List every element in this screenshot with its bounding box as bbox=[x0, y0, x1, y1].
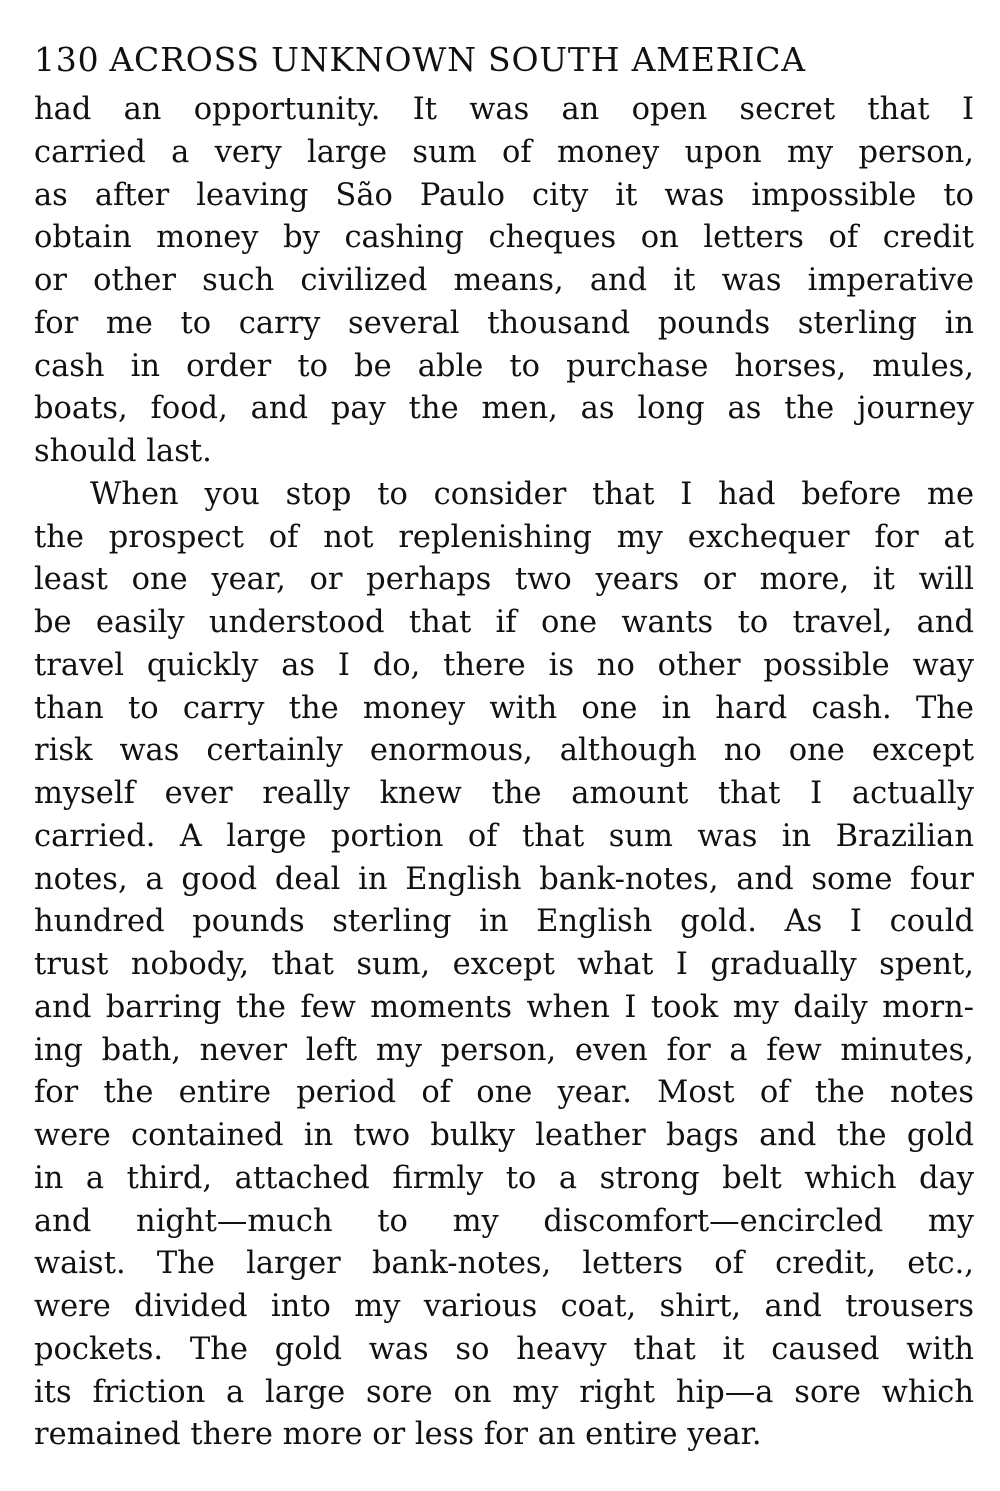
text-line: the prospect of not replenishing my exchequer for at bbox=[34, 519, 974, 555]
text-line: remained there more or less for an entire year. bbox=[34, 1417, 762, 1453]
book-page bbox=[34, 38, 974, 1468]
text-line: for me to carry several thousand pounds sterling in bbox=[34, 305, 974, 341]
text-line: When you stop to consider that I had before me bbox=[90, 476, 974, 512]
paragraph-2 bbox=[34, 474, 974, 1457]
text-line: should last. bbox=[34, 434, 212, 469]
text-line: had an opportunity. It was an open secret that I bbox=[34, 92, 974, 127]
text-line: be easily understood that if one wants to travel, and bbox=[34, 605, 974, 640]
text-line: obtain money by cashing cheques on letters of credit bbox=[34, 220, 974, 256]
text-line: travel quickly as I do, there is no other possible way bbox=[34, 647, 974, 683]
text-line: cash in order to be able to purchase horses, mules, bbox=[34, 348, 974, 384]
text-line: or other such civilized means, and it was imperative bbox=[34, 263, 974, 298]
text-line: its friction a large sore on my right hip—a sore which bbox=[34, 1374, 974, 1410]
running-head bbox=[34, 38, 974, 82]
text-line: in a third, attached firmly to a strong belt which day bbox=[34, 1160, 974, 1196]
text-line: boats, food, and pay the men, as long as the journey bbox=[34, 391, 974, 427]
body-text bbox=[34, 89, 974, 1457]
text-line: hundred pounds sterling in English gold. As I could bbox=[34, 904, 974, 940]
text-line: than to carry the money with one in hard cash. The bbox=[34, 690, 974, 726]
text-line: ing bath, never left my person, even for a few minutes, bbox=[34, 1032, 974, 1068]
text-line: were divided into my various coat, shirt, and trousers bbox=[34, 1289, 974, 1324]
page-number: 130 bbox=[34, 40, 100, 79]
text-line: were contained in two bulky leather bags and the gold bbox=[34, 1118, 974, 1153]
text-line: and night—much to my discomfort—encircled my bbox=[34, 1203, 974, 1239]
text-line: pockets. The gold was so heavy that it caused with bbox=[34, 1331, 974, 1367]
text-line: notes, a good deal in English bank-notes, and some four bbox=[34, 861, 974, 897]
text-line: risk was certainly enormous, although no one except bbox=[34, 733, 974, 769]
paragraph-1 bbox=[34, 89, 974, 474]
text-line: least one year, or perhaps two years or more, it will bbox=[34, 562, 974, 598]
text-line: for the entire period of one year. Most of the notes bbox=[34, 1075, 974, 1111]
text-line: waist. The larger bank-notes, letters of credit, etc., bbox=[34, 1246, 974, 1282]
running-title: ACROSS UNKNOWN SOUTH AMERICA bbox=[109, 40, 806, 79]
text-line: and barring the few moments when I took my daily morn- bbox=[34, 989, 974, 1025]
text-line: as after leaving São Paulo city it was impossible to bbox=[34, 177, 974, 213]
text-line: myself ever really knew the amount that I actually bbox=[34, 776, 974, 811]
text-line: carried a very large sum of money upon my person, bbox=[34, 134, 974, 170]
text-line: carried. A large portion of that sum was in Brazilian bbox=[34, 818, 974, 854]
text-line: trust nobody, that sum, except what I gradually spent, bbox=[34, 947, 974, 982]
